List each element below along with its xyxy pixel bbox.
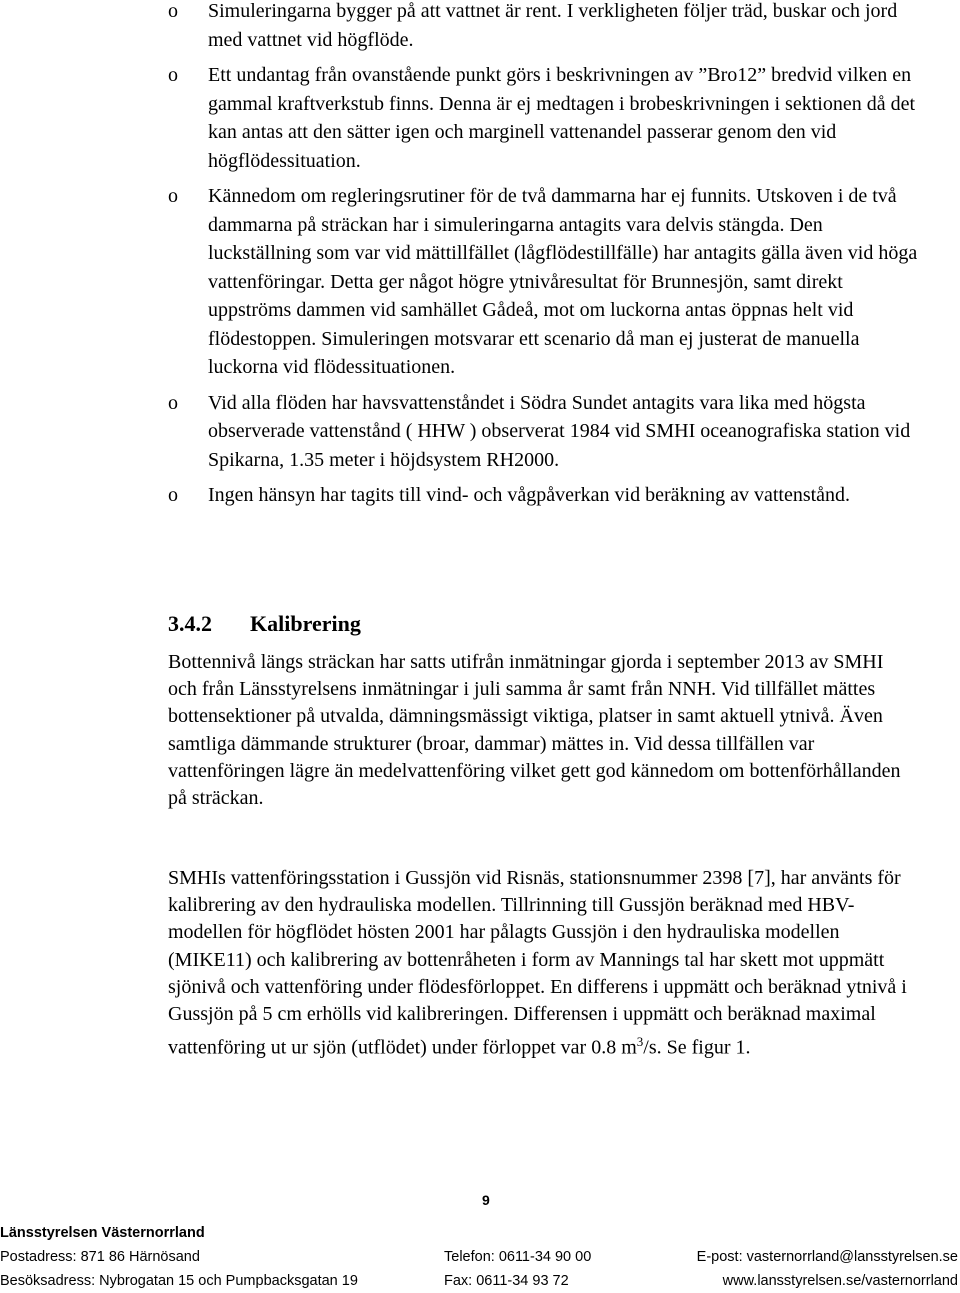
page-footer	[0, 1221, 960, 1293]
bullet-text: Kännedom om regleringsrutiner för de två dammarna har ej funnits. Utskoven i de två dammarna på sträckan har i simuleringarna antagits vara delvis stängda. Den luckställning som var vid mättillfället (lågflödestillfälle) har antagits gälla även vid höga vattenföringar. Detta ger något högre ytnivåresultat för Brunnesjön, samt direkt uppströms dammen vid samhället Gådeå, mot om luckorna antas öppnas helt vid flödestoppen. Simuleringen motsvarar ett scenario då man ej justerat de manuella luckorna vid flödessituationen.	[208, 185, 918, 378]
bullet-item	[0, 481, 920, 510]
section-heading	[168, 609, 361, 639]
footer-email: E-post: vasternorrland@lansstyrelsen.se	[696, 1249, 958, 1265]
paragraph-bottom-levels: Bottennivå längs sträckan har satts utifrån inmätningar gjorda i september 2013 av SMHI och från Länsstyrelsens inmätningar i juli samma år samt från NNH. Vid tillfället mättes bottensektioner på utvalda, dämningsmässigt viktiga, platser in samt aktuell ytnivå. Även samtliga dämmande strukturer (broar, dammar) mättes in. Vid dessa tillfällen var vattenföringen lägre än medelvattenföring vilket gett god kännedom om bottenförhållanden på sträckan.	[168, 651, 901, 810]
page-number: 9	[482, 1192, 490, 1208]
bullet-item	[0, 61, 920, 175]
bullet-item	[0, 0, 920, 54]
bullet-text: Ett undantag från ovanstående punkt görs i beskrivningen av ”Bro12” bredvid vilken en gammal kraftverkstub finns. Denna är ej medtagen i brobeskrivningen i sektionen då det kan antas att den sätter igen och marginell vattenandel passerar genom den vid högflödessituation.	[208, 64, 916, 172]
footer-postal-address: Postadress: 871 86 Härnösand	[0, 1249, 200, 1265]
paragraph-calibration-tail: /s. Se figur 1.	[643, 1036, 751, 1059]
footer-website: www.lansstyrelsen.se/vasternorrland	[722, 1273, 958, 1289]
paragraph-calibration	[168, 865, 908, 1062]
bullet-marker: o	[168, 391, 178, 414]
bullet-text: Vid alla flöden har havsvattenståndet i Södra Sundet antagits vara lika med högsta observerade vattenstånd ( HHW ) observerat 1984 vid SMHI oceanografiska station vid Spikarna, 1.35 meter i höjdsystem RH2000.	[208, 391, 911, 471]
bullet-marker: o	[168, 185, 178, 207]
bullet-item	[0, 389, 920, 475]
bullet-item	[0, 182, 920, 382]
section-number: 3.4.2	[168, 611, 212, 636]
footer-fax: Fax: 0611-34 93 72	[444, 1273, 569, 1289]
footer-phone: Telefon: 0611-34 90 00	[444, 1249, 592, 1265]
paragraph-calibration-text: SMHIs vattenföringsstation i Gussjön vid Risnäs, stationsnummer 2398 [7], har använts för kalibrering av den hydrauliska modellen. Tillrinning till Gussjön beräknad med HBV-modellen för högflödet hösten 2001 har pålagts Gussjön i den hydrauliska modellen (MIKE11) och kalibrering av bottenråheten i form av Mannings tal har skett mot uppmätt sjönivå och vattenföring under flödesförloppet. En differens i uppmätt och beräknad ytnivå i Gussjön på 5 cm erhölls vid kalibreringen. Differensen i uppmätt och beräknad maximal vattenföring ut ur sjön (utflödet) under förloppet var 0.8 m	[168, 867, 907, 1059]
section-title: Kalibrering	[250, 611, 361, 636]
bullet-list	[0, 0, 960, 517]
bullet-text: Simuleringarna bygger på att vattnet är rent. I verkligheten följer träd, buskar och jord med vattnet vid högflöde.	[208, 0, 898, 51]
bullet-marker: o	[168, 0, 178, 22]
footer-visit-address: Besöksadress: Nybrogatan 15 och Pumpbacksgatan 19	[0, 1273, 358, 1289]
superscript-exponent: 3	[636, 1034, 644, 1050]
bullet-marker: o	[168, 64, 178, 86]
footer-organization: Länsstyrelsen Västernorrland	[0, 1225, 205, 1241]
bullet-text: Ingen hänsyn har tagits till vind- och vågpåverkan vid beräkning av vattenstånd.	[208, 484, 851, 506]
bullet-marker: o	[168, 484, 178, 506]
